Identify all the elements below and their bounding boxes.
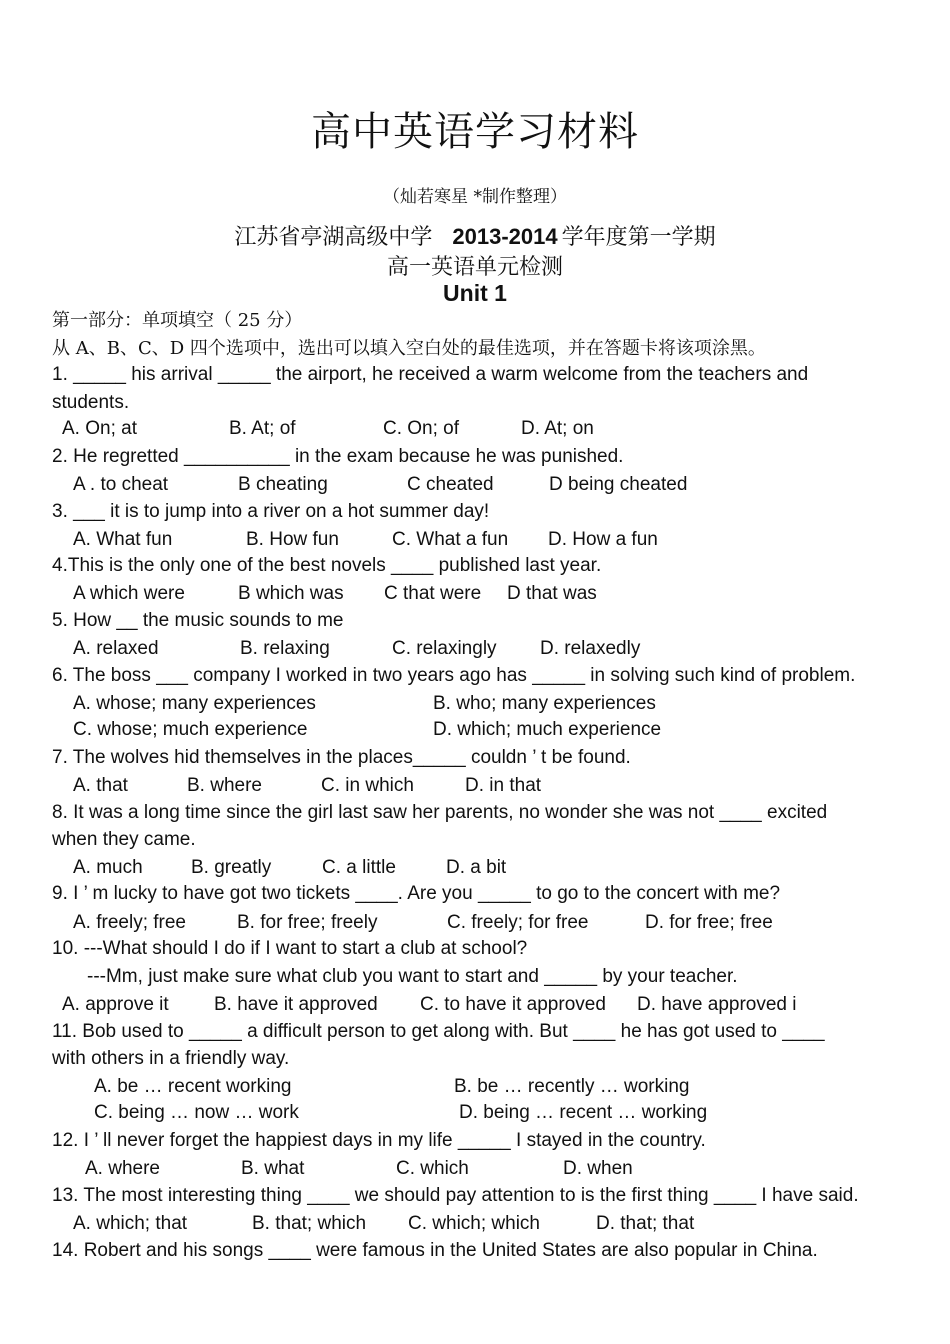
option: B. be … recently … working (454, 1076, 690, 1097)
question-stem: 12. I ’ ll never forget the happiest days in my life _____ I stayed in the country. (52, 1130, 706, 1151)
section-heading: 第一部分：单项填空（ 25 分） (52, 310, 303, 331)
option: A. freely; free (73, 912, 186, 933)
option: B. relaxing (240, 638, 330, 659)
option: D. have approved i (637, 994, 797, 1015)
option: B. At; of (229, 418, 296, 439)
option: D. relaxedly (540, 638, 641, 659)
question-stem: 9. I ’ m lucky to have got two tickets ____. Are you _____ to go to the concert with me? (52, 883, 781, 904)
option: B. who; many experiences (433, 693, 656, 714)
option: A. whose; many experiences (73, 693, 316, 714)
option: D. for free; free (645, 912, 773, 933)
option: C. freely; for free (447, 912, 589, 933)
option: B. where (187, 775, 262, 796)
option: D. that; that (596, 1213, 695, 1234)
question-stem: 3. ___ it is to jump into a river on a hot summer day! (52, 501, 490, 522)
question-stem: 5. How __ the music sounds to me (52, 610, 344, 631)
question-stem: 8. It was a long time since the girl last saw her parents, no wonder she was not ____ excited (52, 802, 828, 823)
question-stem: 1. _____ his arrival _____ the airport, he received a warm welcome from the teachers and (52, 364, 809, 385)
option: D. At; on (521, 418, 594, 439)
option: B. what (241, 1158, 305, 1179)
question-stem: 4.This is the only one of the best novels ____ published last year. (52, 555, 602, 576)
section-instruction: 从 A、B、C、D 四个选项中，选出可以填入空白处的最佳选项，并在答题卡将该项涂黑。 (52, 338, 766, 359)
option: A. approve it (62, 994, 169, 1015)
school-name: 江苏省亭湖高级中学 (234, 225, 433, 250)
school-line (0, 220, 950, 251)
option: C. whose; much experience (73, 719, 308, 740)
option: B which was (238, 583, 344, 604)
option: A. On; at (62, 418, 137, 439)
question-stem: 10. ---What should I do if I want to start a club at school? (52, 938, 528, 959)
option: C that were (384, 583, 482, 604)
option: C. being … now … work (94, 1102, 299, 1123)
option: C. to have it approved (420, 994, 606, 1015)
option: B. greatly (191, 857, 272, 878)
option: A. much (73, 857, 143, 878)
school-term: 学年度第一学期 (561, 225, 716, 250)
option: A. which; that (73, 1213, 188, 1234)
option: D. a bit (446, 857, 507, 878)
option: C. a little (322, 857, 396, 878)
question-stem: 13. The most interesting thing ____ we should pay attention to is the first thing ____ I have said. (52, 1185, 859, 1206)
option: C. which (396, 1158, 469, 1179)
option: D being cheated (549, 474, 688, 495)
option: B cheating (238, 474, 328, 495)
option: B. How fun (246, 529, 339, 550)
option: A. where (85, 1158, 160, 1179)
question-stem: 2. He regretted __________ in the exam because he was punished. (52, 446, 624, 467)
option: C. relaxingly (392, 638, 497, 659)
question-stem: ---Mm, just make sure what club you want to start and _____ by your teacher. (87, 966, 738, 987)
option: A . to cheat (73, 474, 169, 495)
question-stem: students. (52, 392, 130, 413)
option: C. What a fun (392, 529, 509, 550)
option: C. On; of (383, 418, 460, 439)
option: A. that (73, 775, 128, 796)
question-stem: 14. Robert and his songs ____ were famous in the United States are also popular in China. (52, 1240, 818, 1261)
option: D. How a fun (548, 529, 658, 550)
option: B. that; which (252, 1213, 367, 1234)
option: C. in which (321, 775, 414, 796)
option: C cheated (407, 474, 494, 495)
option: D. when (563, 1158, 633, 1179)
question-stem: with others in a friendly way. (52, 1048, 290, 1069)
option: D. being … recent … working (459, 1102, 708, 1123)
option: A. be … recent working (94, 1076, 292, 1097)
unit-heading: Unit 1 (443, 280, 507, 306)
test-name: 高一英语单元检测 (386, 255, 563, 280)
option: A. What fun (73, 529, 173, 550)
option: D. which; much experience (433, 719, 662, 740)
question-stem: 7. The wolves hid themselves in the places_____ couldn ’ t be found. (52, 747, 631, 768)
option: B. have it approved (214, 994, 378, 1015)
option: A which were (73, 583, 185, 604)
option: A. relaxed (73, 638, 159, 659)
option: C. which; which (408, 1213, 540, 1234)
option: D that was (507, 583, 597, 604)
question-stem: 11. Bob used to _____ a difficult person to get along with. But ____ he has got used to ____ (52, 1021, 825, 1042)
question-stem: 6. The boss ___ company I worked in two years ago has _____ in solving such kind of problem. (52, 665, 856, 686)
option: B. for free; freely (237, 912, 378, 933)
option: D. in that (465, 775, 542, 796)
document-title: 高中英语学习材料 (311, 109, 639, 155)
document-subtitle: （灿若寒星 *制作整理） (383, 187, 567, 207)
question-stem: when they came. (52, 829, 196, 850)
school-year: 2013-2014 (452, 224, 558, 249)
